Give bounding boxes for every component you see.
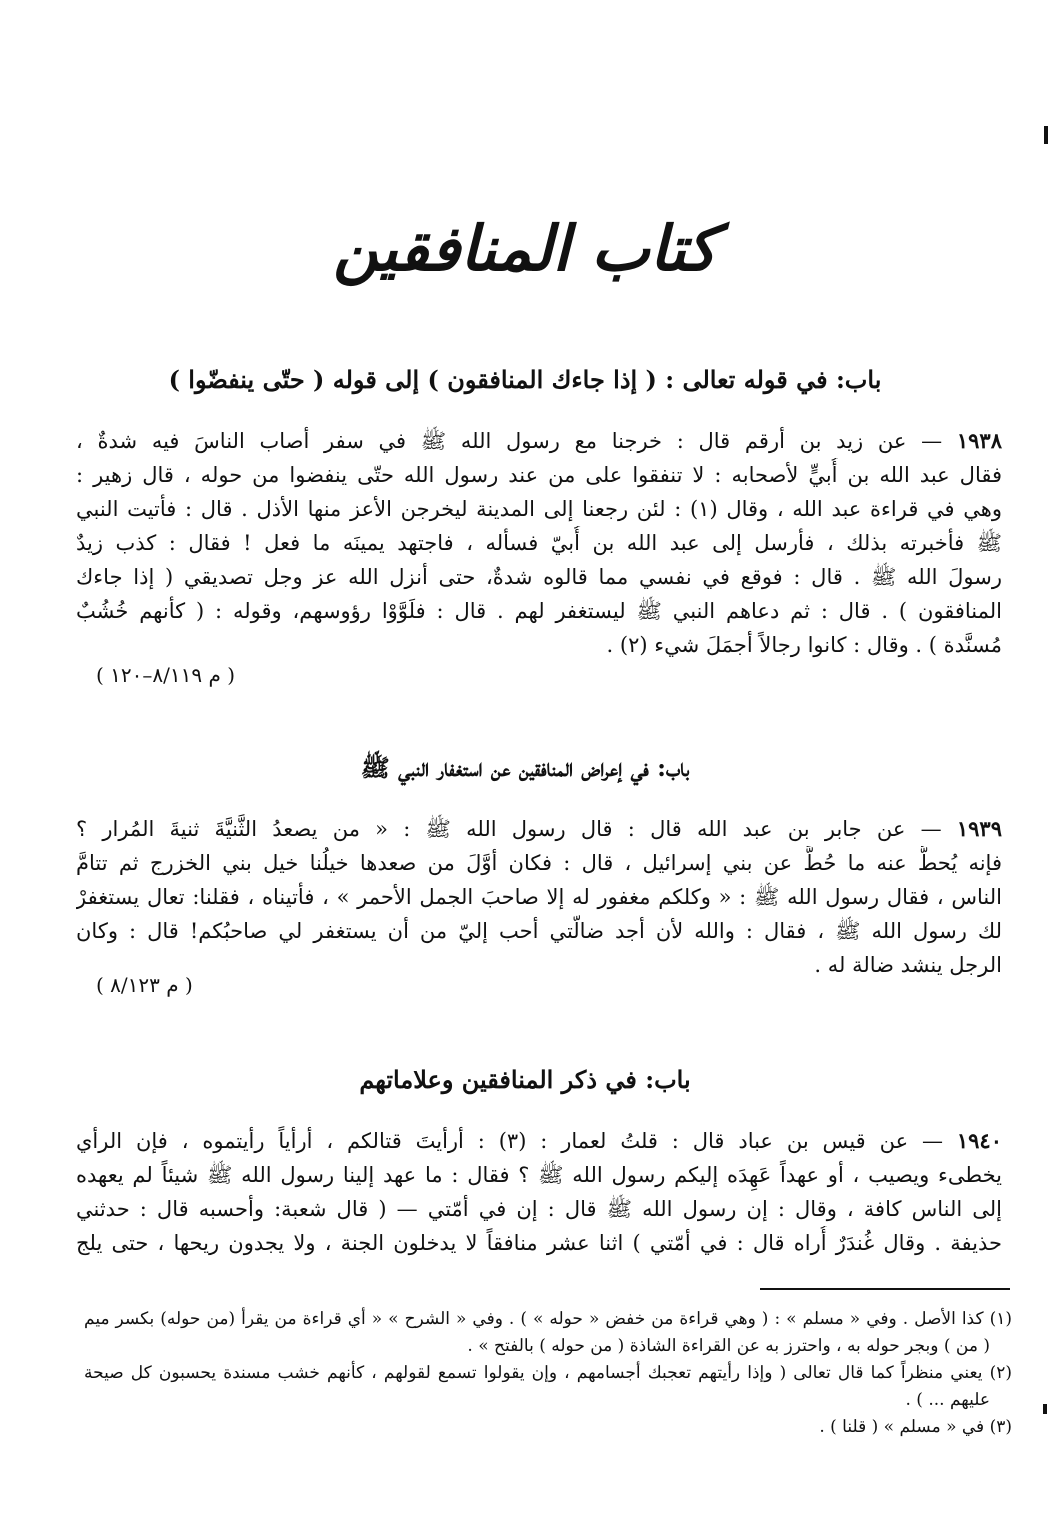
book-title: كتاب المنافقين — [333, 212, 717, 285]
hadith-number: ١٩٣٩ — [956, 816, 1002, 841]
hadith-line: المنافقون ) . قال : ثم دعاهم النبي ﷺ ليستغفر لهم . قال : فلَوَّوْا رؤوسهم، وقوله : ( كأنهم خُشُبٌ — [76, 599, 1002, 623]
hadith-line: وهي في قراءة عبد الله ، وقال (١) : لئن رجعنا إلى المدينة ليخرجن الأعز منها الأذل . قال : فأتيت النبي — [76, 497, 1002, 521]
hadith-line: ١٩٣٩ — عن جابر بن عبد الله قال : قال رسول الله ﷺ : « من يصعدُ الثَّنيَّةَ ثنيةَ المُرار ؟ — [76, 816, 1002, 841]
footnote-line: ( من ) وبجر حوله به ، واحترز به عن القراءة الشاذة ( من حوله ) بالفتح » . — [467, 1336, 990, 1356]
hadith-line: مُسنَّدة ) . وقال : كانوا رجالاً أجمَلَ شيء (٢) . — [606, 633, 1002, 657]
hadith-line: ١٩٤٠ — عن قيس بن عباد قال : قلتُ لعمار : (٣) : أرأيتَ قتالكم ، أرأياً رأيتموه ، فإن الرأي — [76, 1128, 1002, 1153]
hadith-line: فقال عبد الله بن أُبيٍّ لأصحابه : لا تنفقوا على من عند رسول الله حتّى ينفضوا من حوله ، قال زهير : — [76, 463, 1002, 487]
scan-edge-mark — [1043, 1404, 1047, 1414]
hadith-line: ١٩٣٨ — عن زيد بن أرقم قال : خرجنا مع رسول الله ﷺ في سفر أصاب الناسَ فيه شدةٌ ، — [76, 428, 1002, 453]
hadith-1939 — [76, 812, 1002, 982]
hadith-number: ١٩٣٨ — [956, 428, 1002, 453]
section-heading-2: باب: في إعراض المنافقين عن استغفار النبي ﷺ — [360, 753, 690, 782]
hadith-number: ١٩٤٠ — [956, 1128, 1002, 1153]
section-heading-3: باب: في ذكر المنافقين وعلاماتهم — [359, 1065, 691, 1094]
hadith-line: فإنه يُحطُّ عنه ما حُطَّ عن بني إسرائيل ، قال : فكان أوَّلَ من صعدها خيلُنا خيل بني الخزرج ثم تتامَّ — [76, 851, 1002, 875]
footnote-line: عليهم ... ) . — [905, 1390, 990, 1410]
footnote-line: (٣) في « مسلم » ( قلنا ) . — [819, 1417, 1012, 1437]
hadith-1940 — [76, 1124, 1002, 1260]
hadith-1938 — [76, 424, 1002, 662]
hadith-line: لك رسول الله ﷺ ، فقال : والله لأن أجد ضالّتي أحب إليّ من أن يستغفر لي صاحبُكم! قال : وكان — [76, 919, 1002, 943]
footnote-line: (١) كذا الأصل . وفي « مسلم » : ( وهي قراءة من خفض « حوله » ) . وفي « الشرح » « أي قراءة من يقرأ (من حوله) بكسر ميم — [84, 1309, 1012, 1329]
scan-edge-mark — [1044, 126, 1048, 144]
hadith-line: إلى الناس كافة ، وقال : إن رسول الله ﷺ قال : إن في أمّتي — ( قال شعبة: وأحسبه قال : حدثني — [76, 1197, 1002, 1221]
footnote-separator — [760, 1288, 1010, 1290]
hadith-line: رسولَ الله ﷺ . قال : فوقع في نفسي مما قالوه شدةٌ، حتى أنزل الله عز وجل تصديقي ( إذا جاءك — [76, 565, 1002, 589]
footnotes — [84, 1306, 1012, 1441]
hadith-line: الرجل ينشد ضالة له . — [814, 953, 1002, 977]
source-reference-1: ( م ٨/١١٩–١٢٠ ) — [96, 663, 236, 687]
footnote-line: (٢) يعني منظراً كما قال تعالى ( وإذا رأيتهم تعجبك أجسامهم ، وإن يقولوا تسمع لقولهم ، كأنهم خشب مسندة يحسبون كل صيحة — [84, 1363, 1012, 1383]
hadith-line: حذيفة . وقال غُندَرٌ أُراه قال : في أمّتي ) اثنا عشر منافقاً لا يدخلون الجنة ، ولا يجدون ريحها ، حتى يلج — [76, 1231, 1002, 1255]
hadith-line: الناس ، فقال رسول الله ﷺ : « وكلكم مغفور له إلا صاحبَ الجمل الأحمر » ، فأتيناه ، فقلنا: تعال يستغفرْ — [76, 885, 1002, 909]
section-heading-1: باب: في قوله تعالى : ( إذا جاءك المنافقون ) إلى قوله ( حتّى ينفضّوا ) — [168, 365, 882, 394]
source-reference-2: ( م ٨/١٢٣ ) — [96, 973, 193, 997]
hadith-line: يخطىء ويصيب ، أو عهداً عَهِدَه إليكم رسول الله ﷺ ؟ فقال : ما عهد إلينا رسول الله ﷺ شيئاً لم يعهده — [76, 1163, 1002, 1187]
hadith-line: ﷺ فأخبرته بذلك ، فأرسل إلى عبد الله بن أُبيّ فسأله ، فاجتهد يمينَه ما فعل ! فقال : كذب زيدٌ — [76, 531, 1002, 555]
